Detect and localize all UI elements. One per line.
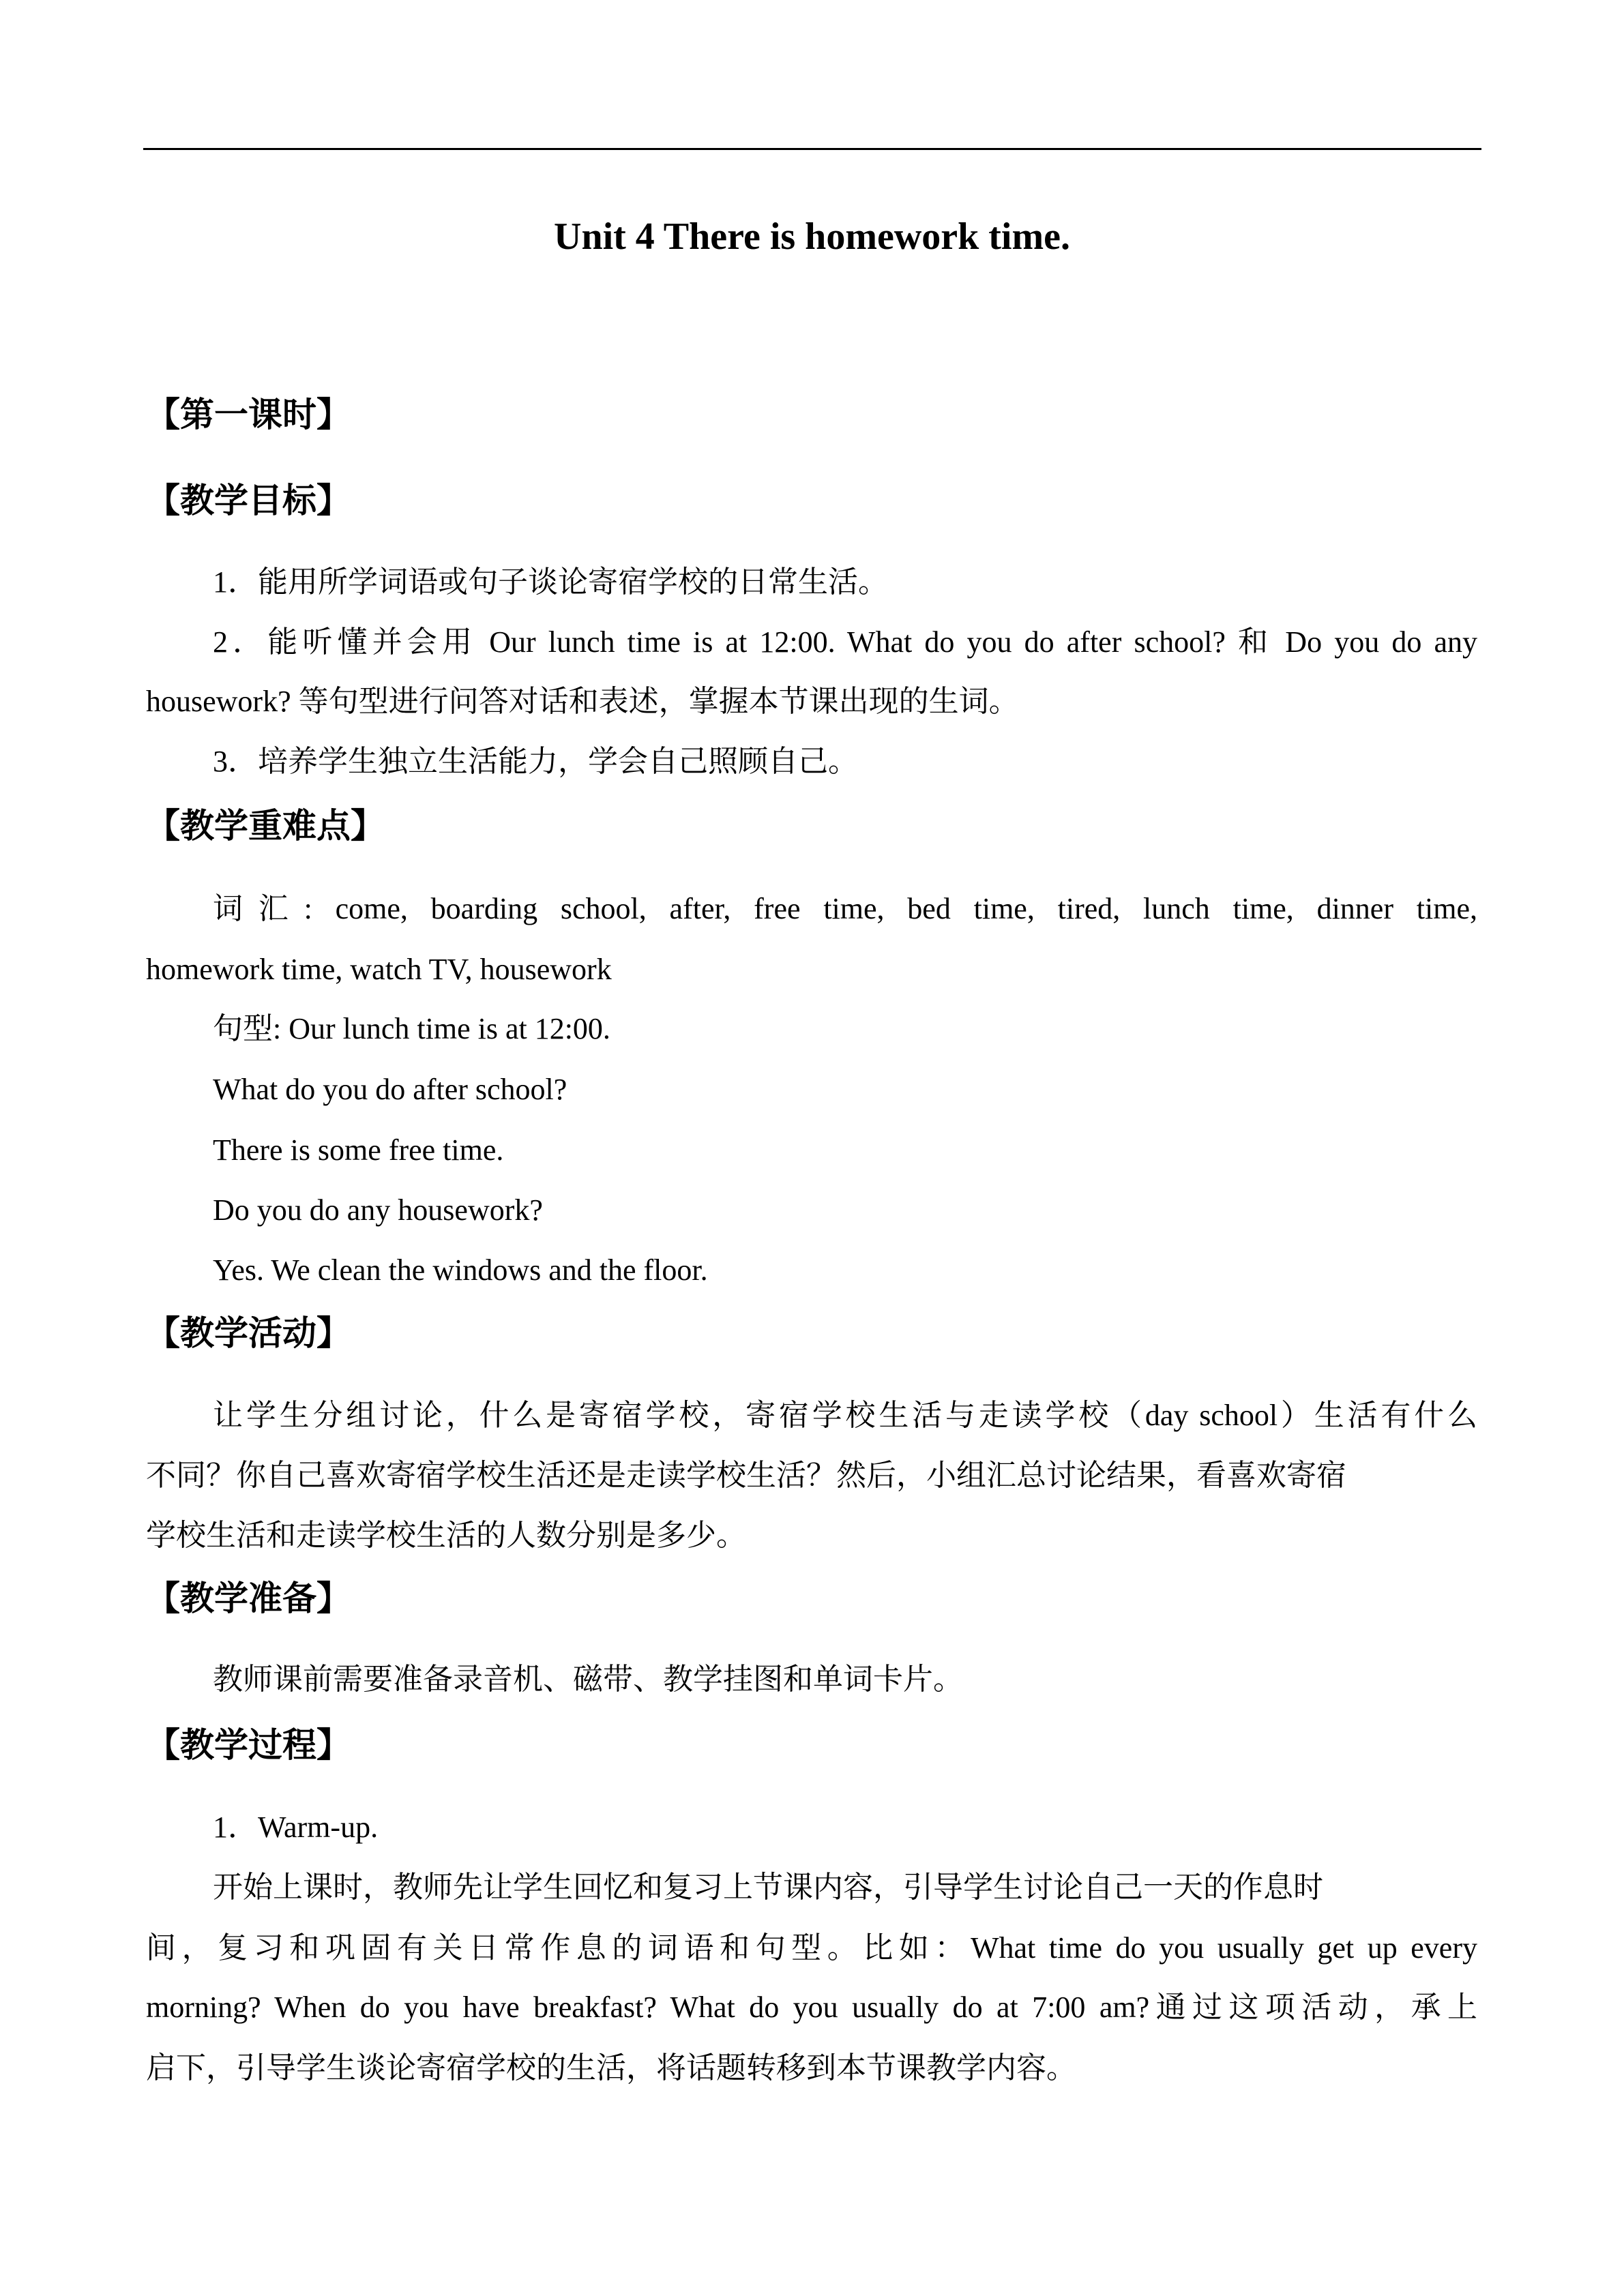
key-points-heading: 【教学重难点】 — [146, 806, 385, 846]
preparation-line-1: 教师课前需要准备录音机、磁带、教学挂图和单词卡片。 — [213, 1663, 963, 1696]
process-line-3: morning? When do you have breakfast? What do you usually do at 7:00 am?通过这项活动，承上 — [146, 1991, 1477, 2024]
activities-line-1: 让学生分组讨论，什么是寄宿学校，寄宿学校生活与走读学校（day school）生活有什么 — [213, 1399, 1477, 1432]
document-title: Unit 4 There is homework time. — [554, 215, 1070, 258]
preparation-heading: 【教学准备】 — [146, 1579, 351, 1618]
activities-line-2: 不同？你自己喜欢寄宿学校生活还是走读学校生活？然后，小组汇总讨论结果，看喜欢寄宿 — [146, 1459, 1346, 1492]
sentence-pattern-2: What do you do after school? — [213, 1073, 567, 1106]
sentence-pattern-3: There is some free time. — [213, 1133, 504, 1167]
process-line-2: 间，复习和巩固有关日常作息的词语和句型。比如：What time do you usually get up every — [146, 1931, 1477, 1965]
sentence-pattern-5: Yes. We clean the windows and the floor. — [213, 1253, 708, 1287]
objective-item-3: 3．培养学生独立生活能力，学会自己照顾自己。 — [213, 745, 858, 778]
vocabulary-line-2: homework time, watch TV, housework — [146, 953, 612, 986]
objective-item-1: 1．能用所学词语或句子谈论寄宿学校的日常生活。 — [213, 565, 888, 599]
process-line-1: 开始上课时，教师先让学生回忆和复习上节课内容，引导学生讨论自己一天的作息时 — [213, 1870, 1323, 1904]
header-rule — [143, 148, 1481, 150]
objective-item-2-line-1: 2．能听懂并会用 Our lunch time is at 12:00. What do you do after school? 和 Do you do any — [213, 625, 1477, 659]
process-line-4: 启下，引导学生谈论寄宿学校的生活，将话题转移到本节课教学内容。 — [146, 2051, 1076, 2085]
sentence-pattern-1: 句型: Our lunch time is at 12:00. — [213, 1012, 610, 1045]
objectives-heading: 【教学目标】 — [146, 481, 351, 520]
vocabulary-line-1: 词汇: come, boarding school, after, free time, bed time, tired, lunch time, dinner time, — [213, 892, 1477, 925]
activities-line-3: 学校生活和走读学校生活的人数分别是多少。 — [146, 1519, 746, 1552]
process-heading: 【教学过程】 — [146, 1725, 351, 1765]
sentence-pattern-4: Do you do any housework? — [213, 1193, 543, 1227]
activities-heading: 【教学活动】 — [146, 1313, 351, 1353]
objective-item-2-line-2: housework? 等句型进行问答对话和表述，掌握本节课出现的生词。 — [146, 685, 1019, 718]
lesson-heading: 【第一课时】 — [146, 395, 351, 434]
process-step-1-title: 1．Warm-up. — [213, 1810, 379, 1844]
